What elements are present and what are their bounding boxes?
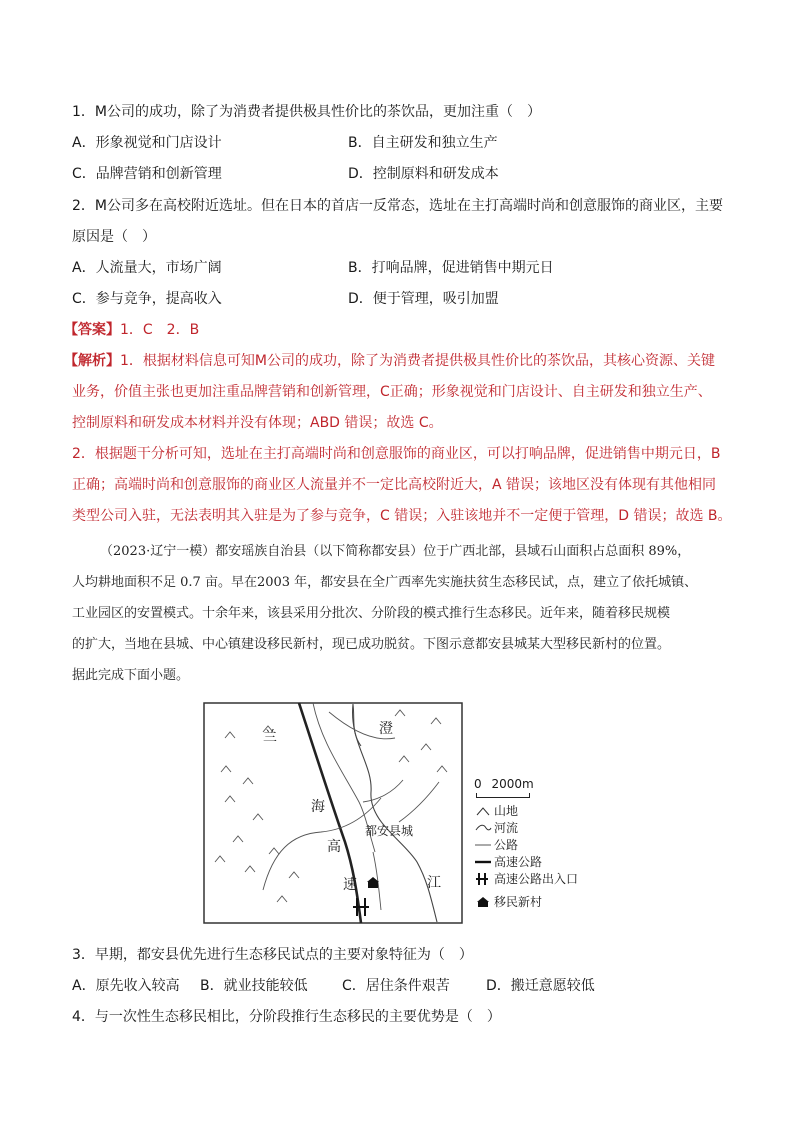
analysis-line3: 控制原料和研发成本材料并没有体现；ABD 错误；故选 C。 — [72, 415, 443, 431]
passage-line1: （2023·辽宁一模）都安瑶族自治县（以下简称都安县）位于广西北部，县域石山面积占总面积 89%， — [100, 544, 691, 559]
passage-line2: 人均耕地面积不足 0.7 亩。早在2003 年，都安县在全广西率先实施扶贫生态移民试，点，建立了依托城镇、 — [72, 575, 698, 590]
analysis-line4: 2．根据题干分析可知，选址在主打高端时尚和创意服饰的商业区，可以打响品牌，促进销售中期元日，B — [72, 446, 721, 462]
q1-option-c: C．品牌营销和创新管理 — [72, 166, 222, 182]
q2-option-c: C．参与竞争，提高收入 — [72, 291, 222, 307]
analysis-text-1: 1．根据材料信息可知M公司的成功，除了为消费者提供极具性价比的茶饮品，其核心资源、关键 — [120, 353, 715, 369]
q3-option-d: D．搬迁意愿较低 — [486, 978, 595, 994]
q1-stem: 1．M公司的成功，除了为消费者提供极具性价比的茶饮品，更加注重（ ） — [72, 104, 541, 120]
scale-distance: 2000m — [491, 777, 534, 791]
q4-stem: 4．与一次性生态移民相比，分阶段推行生态移民的主要优势是（ ） — [72, 1009, 501, 1025]
village-icon — [474, 895, 492, 909]
q3-stem: 3．早期，都安县优先进行生态移民试点的主要对象特征为（ ） — [72, 947, 473, 963]
map-label-county-seat: 都安县城 — [365, 824, 414, 838]
legend-river: 河流 — [474, 819, 518, 836]
answer-label: 【答案】 — [64, 322, 120, 338]
legend-mountain: 山地 — [474, 802, 518, 819]
passage-line4: 的扩大，当地在县城、中心镇建设移民新村，现已成功脱贫。下图示意都安县城某大型移民新村的位置。 — [72, 637, 671, 652]
analysis-line6: 类型公司入驻，无法表明其入驻是为了参与竞争，C 错误；入驻该地并不一定便于管理，D 错误；故选 B。 — [72, 508, 732, 524]
q2-stem-line1: 2．M公司多在高校附近选址。但在日本的首店一反常态，选址在主打高端时尚和创意服饰的商业区，主要 — [72, 198, 723, 214]
map-label-cheng: 澄 — [379, 721, 393, 737]
q2-stem-line2: 原因是（ ） — [72, 229, 156, 245]
legend-road: 公路 — [474, 836, 518, 853]
map-label-su: 速 — [343, 877, 357, 893]
q3-options — [72, 976, 732, 996]
resettlement-map — [203, 702, 463, 924]
scale-bar — [474, 776, 534, 792]
q3-option-c: C．居住条件艰苦 — [342, 978, 450, 994]
legend-expressway: 高速公路 — [474, 853, 542, 870]
passage-line5: 据此完成下面小题。 — [72, 668, 190, 683]
q2-option-b: B．打响品牌，促进销售中期元日 — [348, 260, 554, 276]
passage-line3: 工业园区的安置模式。十余年来，该县采用分批次、分阶段的模式推行生态移民。近年来，随着移民规模 — [72, 606, 671, 621]
map-label-hai: 海 — [311, 799, 325, 815]
answer-block — [64, 320, 199, 340]
analysis-label: 【解析】 — [64, 353, 120, 369]
legend-village: 移民新村 — [474, 893, 542, 910]
legend-exit: 高速公路出入口 — [474, 870, 578, 887]
q1-option-b: B．自主研发和独立生产 — [348, 135, 498, 151]
expressway-icon — [474, 855, 492, 869]
q2-option-d: D．便于管理，吸引加盟 — [348, 291, 499, 307]
river-icon — [474, 821, 492, 835]
analysis-line2: 业务，价值主张也更加注重品牌营销和创新管理，C正确；形象视觉和门店设计、自主研发和独立生产、 — [72, 384, 712, 400]
answer-text: 1．C 2．B — [120, 322, 200, 338]
q1-option-a: A．形象视觉和门店设计 — [72, 135, 222, 151]
road-icon — [474, 838, 492, 852]
analysis-line1 — [64, 351, 715, 371]
q3-option-a: A．原先收入较高 — [72, 978, 180, 994]
scale-bar-line — [476, 793, 530, 798]
exit-icon — [474, 872, 492, 886]
map-label-lan: 兰 — [263, 729, 277, 745]
map-svg — [203, 702, 463, 924]
q3-option-b: B．就业技能较低 — [200, 978, 308, 994]
q1-option-d: D．控制原料和研发成本 — [348, 166, 499, 182]
map-label-jiang: 江 — [427, 875, 441, 891]
mountain-icon — [474, 804, 492, 818]
analysis-line5: 正确；高端时尚和创意服饰的商业区人流量并不一定比高校附近大，A 错误；该地区没有体现有其他相同 — [72, 477, 717, 493]
map-frame — [204, 703, 462, 923]
q2-option-a: A．人流量大，市场广阔 — [72, 260, 222, 276]
scale-zero: 0 — [474, 777, 482, 791]
map-label-gao: 高 — [327, 839, 341, 855]
